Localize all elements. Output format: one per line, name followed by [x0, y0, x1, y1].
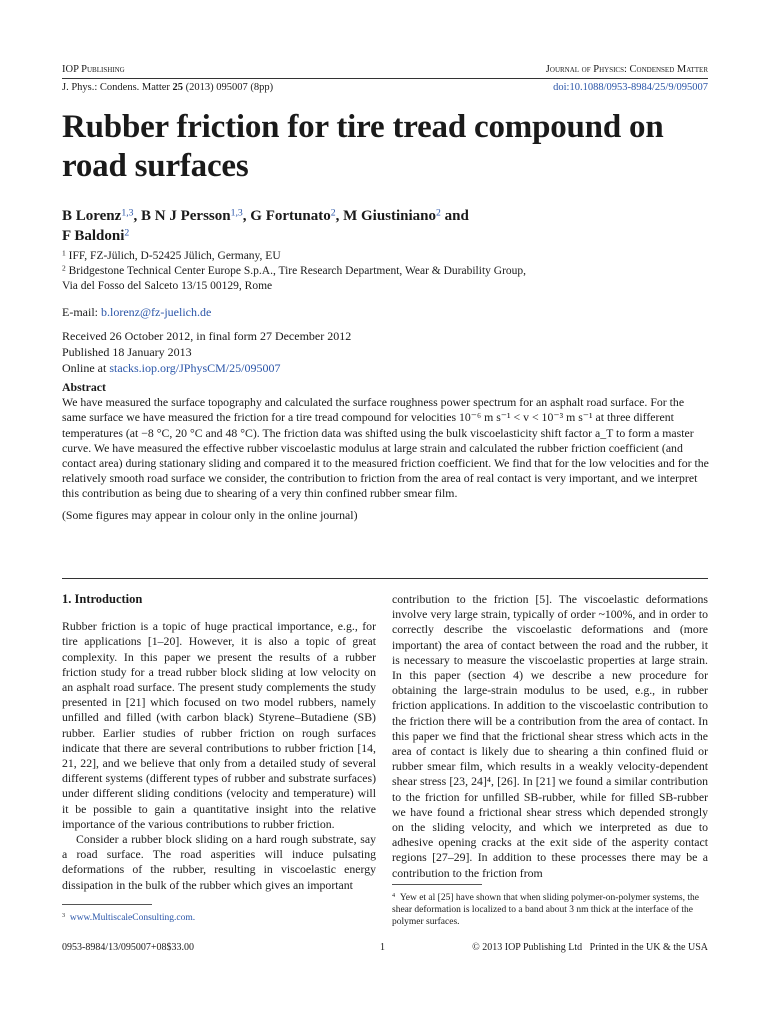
footnote-3	[62, 912, 376, 924]
abstract-heading: Abstract	[62, 380, 106, 394]
author-sep: ,	[242, 208, 251, 224]
intro-paragraph-2: Consider a rubber block sliding on a hard rough substrate, say a road surface. The road asperities will induce pulsating deformations of the rubber, resulting in viscoelastic energy dissipation in the bulk of the rubber which gives an important	[62, 832, 376, 892]
section-heading: 1. Introduction	[62, 592, 143, 606]
footnote-text: Yew et al [25] have shown that when sliding polymer-on-polymer systems, the shear deformation is localized to a band about 3 nm thick at the interface of the polymer surfaces.	[392, 893, 699, 927]
footnote-num: 4	[392, 893, 396, 900]
published-date: Published 18 January 2013	[62, 345, 192, 359]
author: F Baldoni	[62, 228, 125, 244]
author-sep: ,	[335, 208, 344, 224]
author-sep: and	[440, 208, 469, 224]
author-sup[interactable]: 1,3	[230, 207, 243, 219]
author-sup[interactable]: 2	[330, 207, 336, 219]
received-date: Received 26 October 2012, in final form 27 December 2012	[62, 329, 352, 343]
paper-title: Rubber friction for tire tread compound on road surfaces	[62, 109, 664, 184]
author: B Lorenz	[62, 208, 122, 224]
left-footnote-rule	[62, 904, 152, 905]
abstract-body: We have measured the surface topography and calculated the surface roughness power spectrum for an asphalt road surface. For the same surface we have measured the friction for a tire tread compound for velocities 10⁻⁶ m s⁻¹ < v < 10⁻³ m s⁻¹ at three different temperatures (at −8 °C, 20 °C and 48 °C). The friction data was shifted using the bulk viscoelasticity shift factor a_T to form a master curve. We have measured the effective rubber viscoelastic modulus at large strain and calculated the rubber friction coefficient (and contact area) during stationary sliding and compared it to the measured friction coefficient. We find that for the low velocities and for the relatively smooth road surface we consider, the contribution to friction from the area of real contact is very important, and we interpret this contribution as being due to shearing of a very thin confined rubber smear film.	[62, 395, 709, 501]
affiliation-1	[62, 249, 702, 264]
citation-suffix: (2013) 095007 (8pp)	[183, 82, 274, 93]
right-column	[392, 592, 708, 881]
author: G Fortunato	[250, 208, 331, 224]
author-sep: ,	[133, 208, 141, 224]
author: B N J Persson	[141, 208, 231, 224]
page-number: 1	[380, 942, 385, 953]
footer-copyright: © 2013 IOP Publishing Ltd Printed in the UK & the USA	[472, 942, 708, 953]
affiliation-num: 2	[62, 263, 66, 273]
left-column	[62, 592, 376, 893]
online-label: Online at	[62, 361, 110, 375]
intro-paragraph-1: Rubber friction is a topic of huge practical importance, e.g., for tire applications [1–20]. However, it is also a topic of great complexity. In this paper we present the results of a rubber friction study for a tread rubber block sliding at low velocity on an asphalt road surface. The present study complements the study presented in [21] which focused on two model rubbers, namely unfilled and filled (with carbon black) Styrene–Butadiene (SB) rubber. Earlier studies of rubber friction on rough surfaces indicate that there are several contributions to rubber friction [14, 21, 22], and we believe that only from a detailed study of several different systems (different types of rubber and substrate surfaces) under different sliding conditions (velocity and temperature) will it be possible to gain a quantitative insight into the relative importance of the various contributions to rubber friction.	[62, 619, 376, 831]
abstract-colour-note: (Some figures may appear in colour only in the online journal)	[62, 507, 358, 522]
abstract	[62, 380, 710, 523]
citation-prefix: J. Phys.: Condens. Matter	[62, 82, 173, 93]
footer-issn: 0953-8984/13/095007+08$33.00	[62, 942, 195, 953]
author-list	[62, 206, 702, 246]
affiliation-2-cont: Via del Fosso del Salceto 13/15 00129, Rome	[62, 280, 273, 292]
doi-link[interactable]: doi:10.1088/0953-8984/25/9/095007	[553, 82, 708, 93]
affiliations	[62, 249, 702, 294]
citation-line	[62, 82, 273, 93]
footnote-num: 3	[62, 913, 66, 920]
intro-paragraph-3: contribution to the friction [5]. The viscoelastic deformations involve very large strain, typically of order ~100%, and in order to correctly describe the viscoelastic deformations and (more important) the area of contact between the road and the rubber, it is necessary to measure the viscoelastic properties at large strain. In this paper (section 4) we describe a new procedure for obtaining the large-strain modulus to be used, e.g., in rubber friction applications. In addition to the viscoelastic contribution to the friction there will be a contribution from the area of contact. In this paper we find that the frictional shear stress which acts in the area of contact is likely due to shearing a thin confined fluid or rubber smear film, which results in a weakly velocity-dependent shear stress [23, 24]⁴, [26]. In [21] we found a similar contribution to the friction for unfilled SB-rubber, while for filled SB-rubber we have found a frictional shear stress which depended strongly on the sliding velocity, and which we interpreted as due to adhesive opening cracks at the exit side of the asperity contact regions [27–29]. In addition to these processes there may be a contribution to the friction from	[392, 592, 708, 880]
email-line	[62, 304, 211, 320]
citation-volume: 25	[172, 82, 184, 93]
right-footnote-rule	[392, 884, 482, 885]
email-link[interactable]: b.lorenz@fz-juelich.de	[101, 305, 212, 319]
publication-dates	[62, 328, 351, 376]
footnote-link[interactable]: www.MultiscaleConsulting.com.	[69, 913, 196, 923]
journal-label: Journal of Physics: Condensed Matter	[545, 64, 708, 75]
online-line	[62, 360, 351, 376]
publisher-label: IOP Publishing	[62, 64, 125, 75]
section-rule	[62, 578, 708, 579]
email-label: E-mail:	[62, 305, 101, 319]
author-sup[interactable]: 2	[436, 207, 441, 219]
author: M Giustiniano	[343, 208, 437, 224]
author-sup[interactable]: 1,3	[121, 207, 134, 219]
footnote-4	[392, 892, 708, 928]
affiliation-text: Bridgestone Technical Center Europe S.p.A., Tire Research Department, Wear & Durability Group,	[68, 265, 527, 277]
author-sup[interactable]: 2	[124, 227, 130, 239]
affiliation-2	[62, 264, 702, 279]
header-rule	[62, 78, 708, 79]
affiliation-text: IFF, FZ-Jülich, D-52425 Jülich, Germany, EU	[68, 250, 281, 262]
online-link[interactable]: stacks.iop.org/JPhysCM/25/095007	[109, 361, 281, 375]
affiliation-num: 1	[62, 248, 66, 258]
